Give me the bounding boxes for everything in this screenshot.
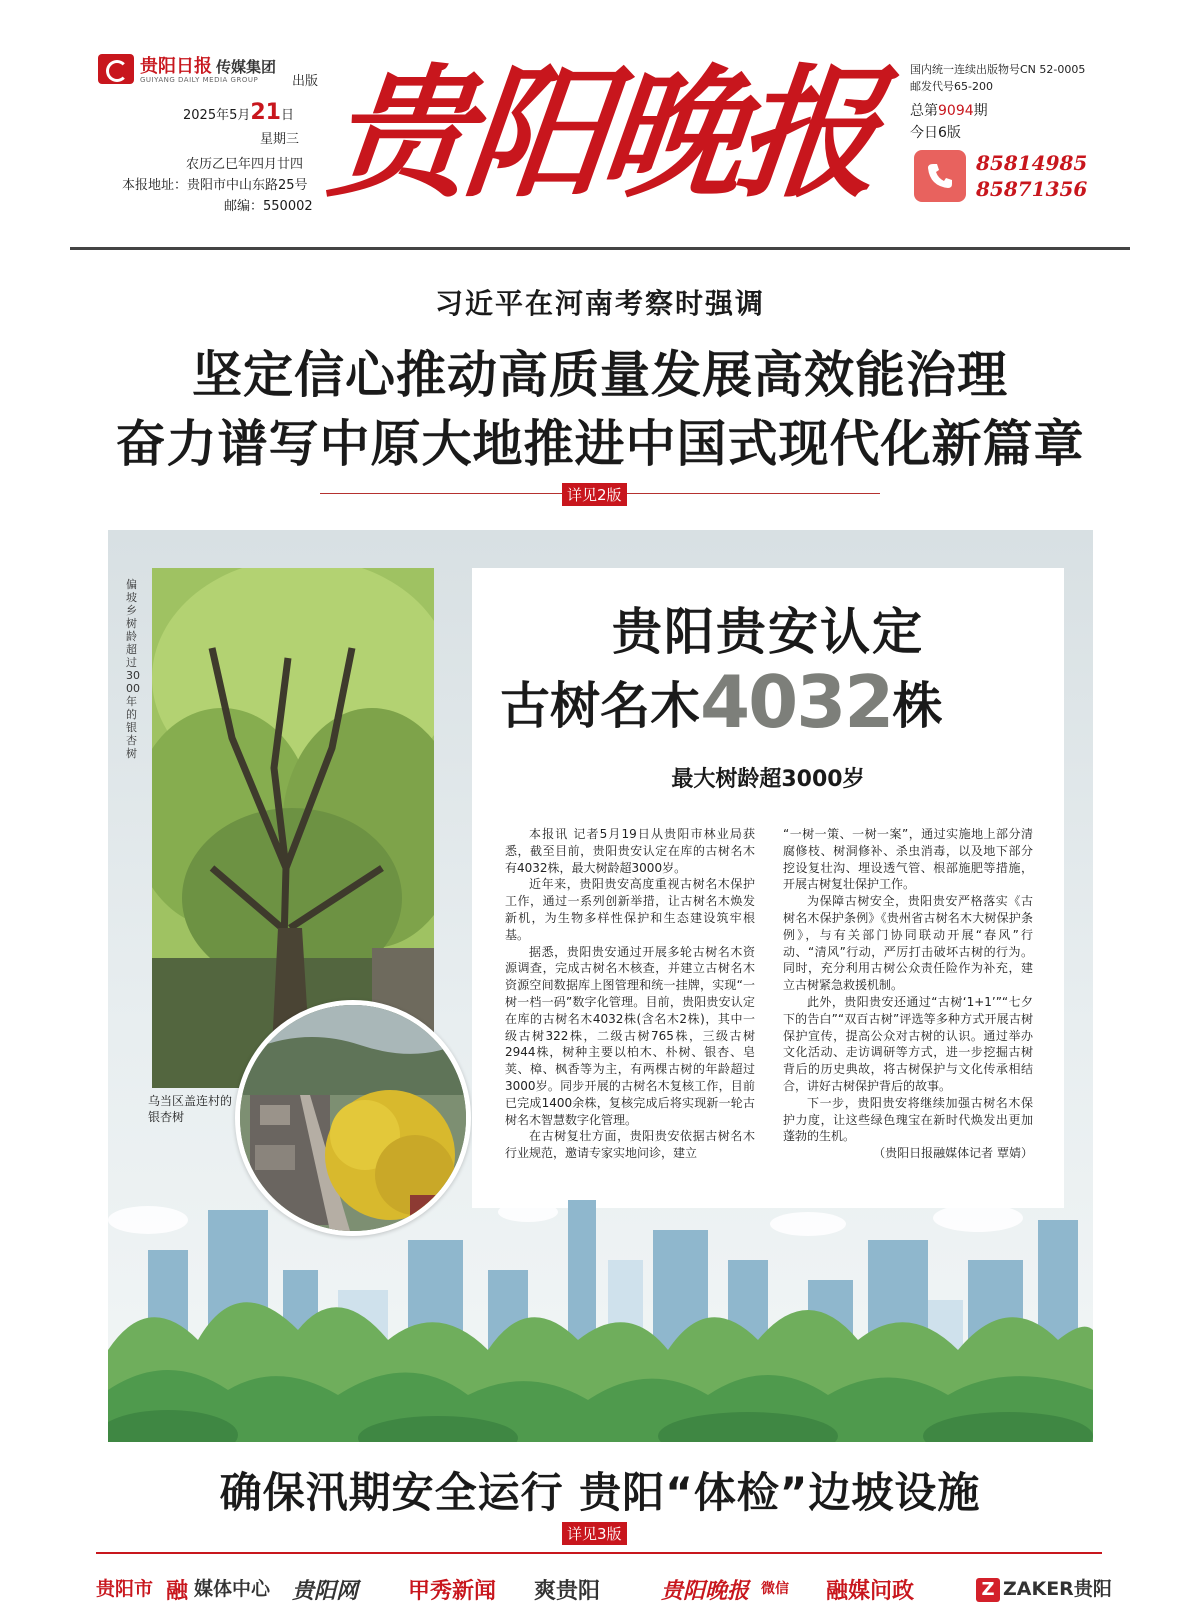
feature-title-line2[interactable]: 古树名木4032株 [500, 660, 943, 744]
partner-wechat[interactable]: 微信 [761, 1581, 789, 1597]
partner-guiyang-city[interactable]: 贵阳市 [96, 1578, 154, 1600]
partner-shuang-guiyang[interactable]: 爽贵阳 [534, 1579, 601, 1604]
partner-logos [96, 1562, 1112, 1616]
lead-headline-line2[interactable]: 奋力谱写中原大地推进中国式现代化新篇章 [115, 415, 1085, 473]
publication-numbers: 国内统一连续出版物号CN 52-0005 邮发代号65-200 [910, 63, 1086, 93]
article-paragraph: 下一步，贵阳贵安将继续加强古树名木保护力度，让这些绿色瑰宝在新时代焕发出更加蓬勃的生机。 [783, 1095, 1033, 1144]
article-paragraph: 据悉，贵阳贵安通过开展多轮古树名木资源调查，完成古树名木核查，并建立古树名木资源空间数据库上图管理和统一挂牌，实现“一树一档一码”数字化管理。目前，贵阳贵安认定在库的古树名木4032株(含名木2株)，其中一级古树322株，二级古树765株，三级古树2944株，树种主要以柏木、朴树、银杏、皂荚、樟、枫香等为主，有两棵古树的年龄超过3000岁。同步开展的古树名木复核工作，目前已完成1400余株，复核完成后将实现新一轮古树名木智慧数字化管理。 [505, 944, 755, 1127]
article-paragraph: 为保障古树安全，贵阳贵安严格落实《古树名木保护条例》《贵州省古树名木大树保护条例》，与有关部门协同联动开展“春风”行动、“清风”行动，严厉打击破坏古树的行为。同时，充分利用古树公众责任险作为补充，建立古树紧急救援机制。 [783, 894, 1033, 993]
issue-date: 2025年5月21日 [183, 100, 294, 125]
article-paragraph: 近年来，贵阳贵安高度重视古树名木保护工作，通过一系列创新举措，让古树名木焕发新机，为生物多样性保护和生态建设筑牢根基。 [505, 877, 755, 942]
tree-photo-caption: 偏坡乡树龄超过3000年的银杏树 [126, 578, 140, 760]
lead-kicker: 习近平在河南考察时强调 [434, 287, 765, 320]
article-paragraph: 本报讯 记者5月19日从贵阳市林业局获悉，截至目前，贵阳贵安认定在库的古树名木有4032株，最大树龄超3000岁。 [505, 827, 755, 875]
feature-subtitle: 最大树龄超3000岁 [671, 767, 865, 792]
article-column-1 [505, 826, 755, 1162]
round-photo-caption: 乌当区盖连村的银杏树 [148, 1094, 233, 1124]
publisher-name: 贵阳日报 传媒集团 [140, 56, 277, 77]
masthead-divider [70, 247, 1130, 250]
city-skyline-illustration [108, 1200, 1093, 1442]
publisher-suffix: 出版 [292, 74, 319, 89]
publisher-logo-icon [98, 54, 134, 84]
newspaper-title: 贵阳晚报 [321, 51, 883, 217]
office-address: 本报地址：贵阳市中山东路25号 [122, 178, 308, 193]
publisher-english-name: GUIYANG DAILY MEDIA GROUP [140, 76, 259, 84]
partner-evening-news[interactable]: 贵阳晚报 [661, 1578, 750, 1604]
lunar-date: 农历乙巳年四月廿四 [186, 157, 304, 172]
page-count: 今日6版 [910, 125, 961, 141]
footer-divider [96, 1552, 1102, 1554]
issue-number: 总第9094期 [910, 103, 988, 119]
second-headline[interactable]: 确保汛期安全运行 贵阳“体检”边坡设施 [219, 1468, 981, 1517]
article-paragraph: “一树一策、一树一案”，通过实施地上部分清腐修枝、树洞修补、杀虫消毒，以及地下部分挖设复壮沟、埋设透气管、根部施肥等措施，开展古树复壮保护工作。 [783, 827, 1033, 892]
partner-rong-icon: 融 [166, 1578, 189, 1604]
article-paragraph: 此外，贵阳贵安还通过“古树‘1+1’”“七夕下的告白”“双百古树”评选等多种方式开展古树保护宣传，提高公众对古树的认识。通过举办文化活动、走访调研等方式，进一步挖掘古树背后的历史典故，将古树保护与文化传承相结合，讲好古树保护背后的故事。 [783, 994, 1033, 1093]
article-column-2 [783, 826, 1033, 1162]
feature-title-number: 4032 [700, 660, 893, 744]
article-paragraph: 在古树复壮方面，贵阳贵安依据古树名木行业规范，邀请专家实地问诊，建立 [505, 1129, 755, 1161]
hotline-numbers: 85814985 85871356 [976, 151, 1088, 201]
partner-jiaxiu-news[interactable]: 甲秀新闻 [408, 1578, 497, 1604]
partner-media-center[interactable]: 媒体中心 [194, 1578, 271, 1600]
lead-headline-line1[interactable]: 坚定信心推动高质量发展高效能治理 [192, 346, 1008, 404]
second-see-page-link[interactable]: 详见3版 [562, 1522, 627, 1545]
partner-guiyang-net[interactable]: 贵阳网 [292, 1579, 359, 1604]
zaker-icon: Z [976, 1578, 1000, 1602]
lead-see-page-link[interactable]: 详见2版 [562, 483, 627, 506]
weekday: 星期三 [260, 132, 300, 147]
feature-title-line1[interactable]: 贵阳贵安认定 [612, 602, 924, 661]
partner-rongmei-wenzheng[interactable]: 融媒问政 [826, 1579, 915, 1604]
phone-icon [914, 150, 966, 202]
partner-zaker[interactable]: Z ZAKER贵阳 [976, 1574, 1112, 1602]
postal-code: 邮编：550002 [224, 199, 313, 214]
article-byline: （贵阳日报融媒体记者 覃婧） [873, 1146, 1033, 1161]
